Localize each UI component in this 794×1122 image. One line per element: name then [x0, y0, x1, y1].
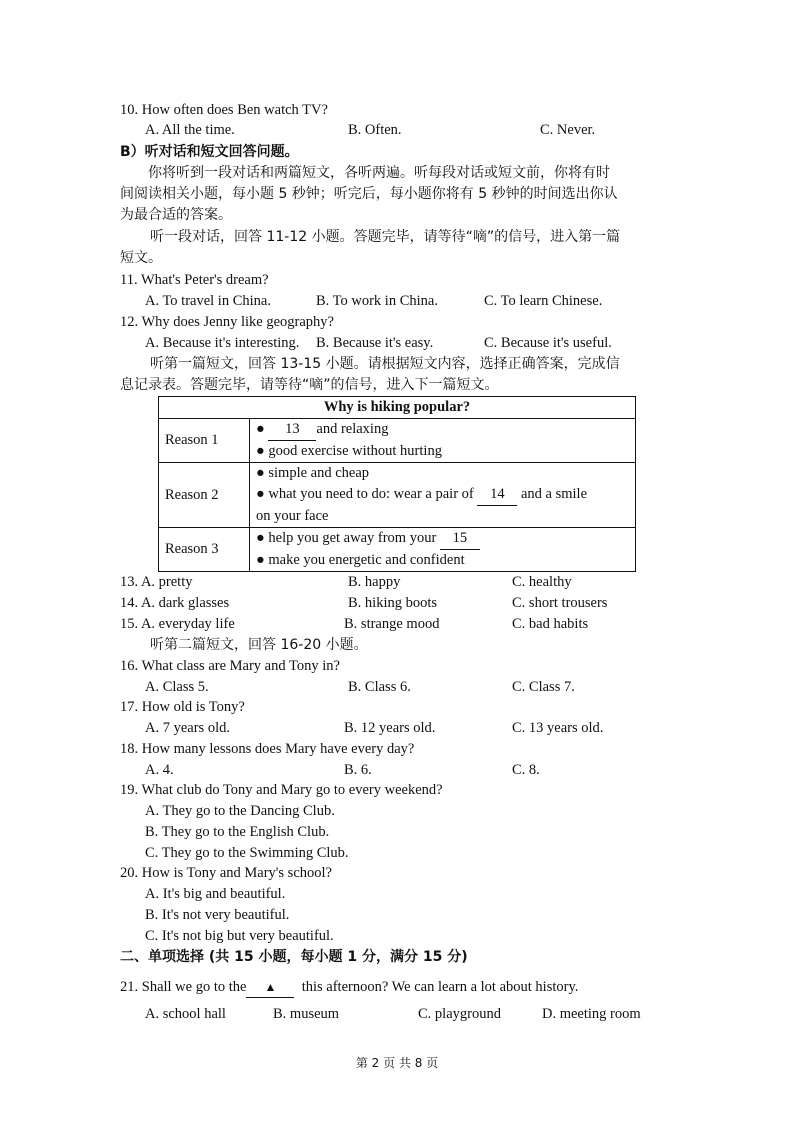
question-11-stem: 11. What's Peter's dream? [120, 272, 269, 288]
reason-2-label: Reason 2 [159, 463, 250, 528]
q21-option-a: A. school hall [145, 1006, 226, 1022]
q10-option-c: C. Never. [540, 122, 596, 138]
reason-2-content [250, 463, 636, 528]
q20-option-b: B. It's not very beautiful. [145, 907, 290, 923]
section-b-heading: B）听对话和短文回答问题。 [120, 144, 299, 160]
q16-option-a: A. Class 5. [145, 679, 209, 695]
blank-15: 15 [440, 528, 480, 550]
q17-option-c: C. 13 years old. [512, 720, 604, 736]
q15-option-a: 15. A. everyday life [120, 616, 235, 632]
q12-option-b: B. Because it's easy. [316, 335, 434, 351]
question-19-stem: 19. What club do Tony and Mary go to every weekend? [120, 782, 443, 798]
question-20-stem: 20. How is Tony and Mary's school? [120, 865, 332, 881]
question-21-stem [120, 977, 578, 998]
page-footer: 第 2 页 共 8 页 [355, 1056, 439, 1070]
q12-option-a: A. Because it's interesting. [145, 335, 300, 351]
reason-3-label: Reason 3 [159, 528, 250, 572]
section-b-intro-1: 你将听到一段对话和两篇短文，各听两遍。听每段对话或短文前，你将有时 [148, 165, 610, 181]
q13-option-b: B. happy [348, 574, 401, 590]
reason-1-content [250, 419, 636, 463]
q20-option-c: C. It's not big but very beautiful. [145, 928, 334, 944]
dialogue-instruction-2: 短文。 [120, 250, 162, 266]
passage-1-instruction-1: 听第一篇短文，回答 13-15 小题。请根据短文内容，选择正确答案，完成信 [150, 356, 620, 372]
blank-13: 13 [268, 419, 316, 441]
q16-option-b: B. Class 6. [348, 679, 411, 695]
q18-option-a: A. 4. [145, 762, 174, 778]
section-b-intro-3: 为最合适的答案。 [120, 207, 232, 223]
question-17-stem: 17. How old is Tony? [120, 699, 245, 715]
q20-option-a: A. It's big and beautiful. [145, 886, 286, 902]
q15-option-b: B. strange mood [344, 616, 440, 632]
section-2-heading: 二、单项选择 (共 15 小题，每小题 1 分，满分 15 分) [120, 949, 468, 965]
question-18-stem: 18. How many lessons does Mary have every day? [120, 741, 415, 757]
q10-option-b: B. Often. [348, 122, 402, 138]
q18-option-b: B. 6. [344, 762, 372, 778]
hiking-info-table [158, 396, 636, 572]
q21-option-c: C. playground [418, 1006, 501, 1022]
q13-option-c: C. healthy [512, 574, 572, 590]
section-b-intro-2: 间阅读相关小题，每小题 5 秒钟；听完后，每小题你将有 5 秒钟的时间选出你认 [120, 186, 618, 202]
q10-option-a: A. All the time. [145, 122, 235, 138]
q21-option-d: D. meeting room [542, 1006, 641, 1022]
q21-stem-start: 21. Shall we go to the [120, 979, 247, 995]
q19-option-c: C. They go to the Swimming Club. [145, 845, 349, 861]
q17-option-a: A. 7 years old. [145, 720, 230, 736]
passage-2-instruction: 听第二篇短文，回答 16-20 小题。 [150, 637, 368, 653]
q16-option-c: C. Class 7. [512, 679, 575, 695]
q14-option-c: C. short trousers [512, 595, 608, 611]
question-10-stem: 10. How often does Ben watch TV? [120, 102, 328, 118]
q15-option-c: C. bad habits [512, 616, 589, 632]
q18-option-c: C. 8. [512, 762, 540, 778]
q21-stem-end: this afternoon? We can learn a lot about history. [301, 979, 579, 995]
reason-3-line-1: ● help you get away from your [256, 530, 440, 546]
reason-3-content [250, 528, 636, 572]
blank-14: 14 [477, 484, 517, 506]
blank-21: ▲ [246, 977, 294, 998]
reason-1-line-2: ● good exercise without hurting [256, 443, 442, 459]
reason-1-label: Reason 1 [159, 419, 250, 463]
q12-option-c: C. Because it's useful. [484, 335, 612, 351]
dialogue-instruction-1: 听一段对话，回答 11-12 小题。答题完毕，请等待“嘀”的信号，进入第一篇 [150, 229, 621, 245]
table-title: Why is hiking popular? [159, 397, 636, 419]
reason-3-line-2: ● make you energetic and confident [256, 552, 465, 568]
q11-option-a: A. To travel in China. [145, 293, 271, 309]
reason-2-line-1: ● simple and cheap [256, 465, 370, 481]
q19-option-b: B. They go to the English Club. [145, 824, 330, 840]
passage-1-instruction-2: 息记录表。答题完毕，请等待“嘀”的信号，进入下一篇短文。 [120, 377, 499, 393]
q19-option-a: A. They go to the Dancing Club. [145, 803, 335, 819]
q17-option-b: B. 12 years old. [344, 720, 436, 736]
question-12-stem: 12. Why does Jenny like geography? [120, 314, 334, 330]
q11-option-b: B. To work in China. [316, 293, 438, 309]
q13-option-a: 13. A. pretty [120, 574, 193, 590]
reason-2-line-3: on your face [256, 508, 329, 524]
q14-option-b: B. hiking boots [348, 595, 438, 611]
bullet: ● [256, 421, 269, 437]
reason-1-line-1: and relaxing [316, 421, 389, 437]
q11-option-c: C. To learn Chinese. [484, 293, 603, 309]
q21-option-b: B. museum [273, 1006, 340, 1022]
question-16-stem: 16. What class are Mary and Tony in? [120, 658, 340, 674]
q14-option-a: 14. A. dark glasses [120, 595, 230, 611]
reason-2-line-2-end: and a smile [517, 486, 588, 502]
reason-2-line-2: ● what you need to do: wear a pair of [256, 486, 478, 502]
